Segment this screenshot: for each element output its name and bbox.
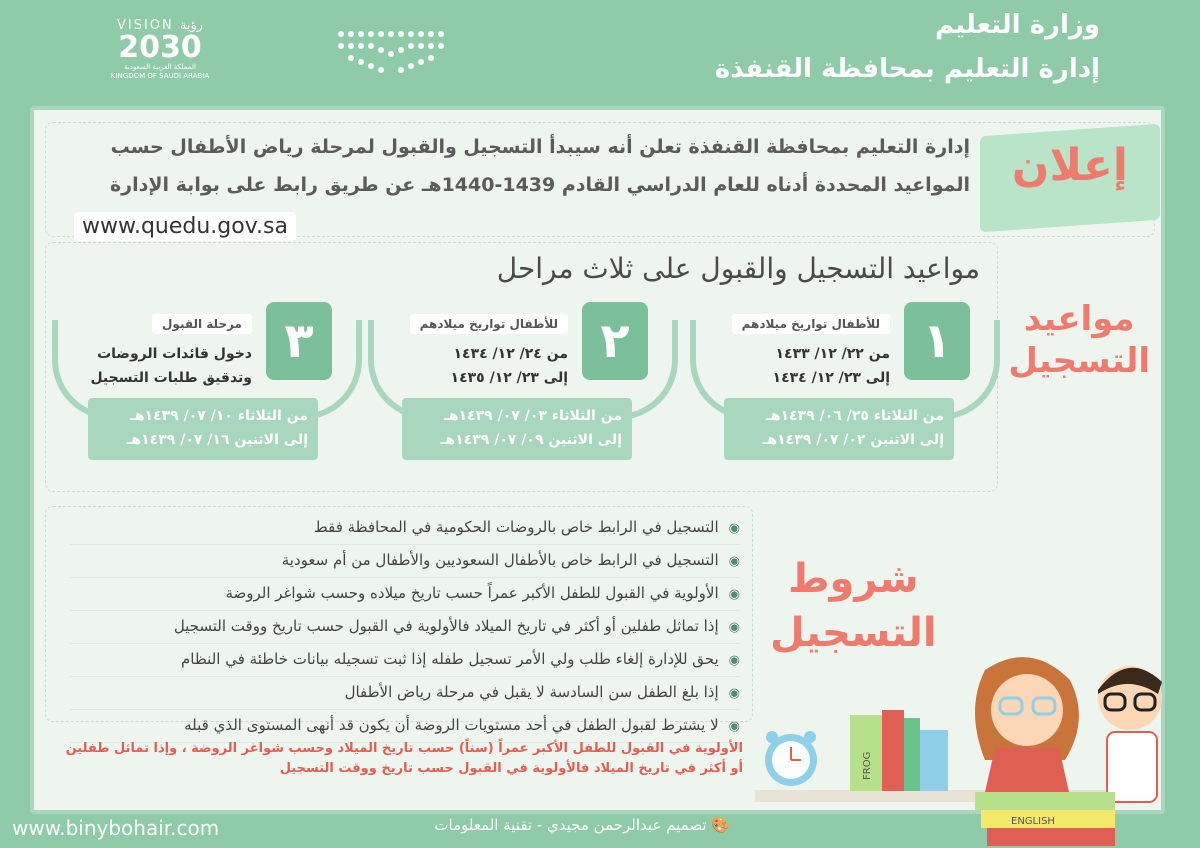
conditions-side-label-2: التسجيل: [770, 610, 937, 656]
ministry-title: وزارة التعليم: [935, 10, 1100, 40]
stage-line-2: إلى ٢٣/ ١٢/ ١٤٣٥: [450, 370, 568, 386]
condition-text: يحق للإدارة إلغاء طلب ولي الأمر تسجيل طفله إذا ثبت تسجيله بيانات خاطئة في النظام: [181, 650, 719, 668]
stage-dates: [402, 398, 632, 460]
condition-text: لا يشترط لقبول الطفل في أحد مستويات الروضة أن يكون قد أنهى المستوى الذي قبله: [184, 716, 719, 734]
bullet-icon: ◉: [728, 554, 740, 569]
vision-country-en: KINGDOM OF SAUDI ARABIA: [110, 72, 210, 80]
schedule-title: مواعيد التسجيل والقبول على ثلاث مراحل: [496, 252, 980, 285]
stage-3: [52, 300, 362, 460]
kids-books-illustration: [755, 640, 1165, 848]
stage-date-to: إلى الاثنين ١٦/ ٠٧/ ١٤٣٩هـ: [126, 432, 308, 448]
stage-line-2: وتدقيق طلبات التسجيل: [90, 370, 252, 386]
alarm-clock-icon: [765, 731, 817, 786]
palette-icon: 🎨: [711, 816, 730, 834]
list-item: [70, 611, 740, 644]
footer-url[interactable]: www.binybohair.com: [12, 816, 220, 840]
stage-date-to: إلى الاثنين ٠٩/ ٠٧/ ١٤٣٩هـ: [440, 432, 622, 448]
schedule-side-label-2: التسجيل: [1008, 341, 1150, 381]
stage-number: ٣: [266, 302, 332, 380]
announcement-text: إدارة التعليم بمحافظة القنفذة تعلن أنه سيبدأ التسجيل والقبول لمرحلة رياض الأطفال حسب المواعيد المحددة أدناه للعام الدراسي القادم 1439-1440هـ عن طريق رابط على بوابة الإدارة: [109, 136, 970, 196]
stage-1: [690, 300, 1000, 460]
stage-number: ١: [904, 302, 970, 380]
bullet-icon: ◉: [728, 620, 740, 635]
stage-date-to: إلى الاثنين ٠٢/ ٠٧/ ١٤٣٩هـ: [762, 432, 944, 448]
stage-date-from: من الثلاثاء ١٠/ ٠٧/ ١٤٣٩هـ: [130, 408, 308, 424]
stage-line-2: إلى ٢٣/ ١٢/ ١٤٣٤: [772, 370, 890, 386]
schedule-side-label-1: مواعيد: [1023, 299, 1135, 339]
stage-dates: [88, 398, 318, 460]
book-stack-1: [975, 792, 1115, 810]
stage-date-from: من الثلاثاء ٠٣/ ٠٧/ ١٤٣٩هـ: [444, 408, 622, 424]
vision-country-ar: المملكة العربية السعودية: [124, 63, 196, 71]
stage-number: ٢: [582, 302, 648, 380]
schedule-side-label: [1008, 298, 1150, 382]
stage-line-1: من ٢٢/ ١٢/ ١٤٣٣: [775, 346, 890, 362]
stage-line-1: دخول قائدات الروضات: [97, 346, 252, 362]
condition-text: التسجيل في الرابط خاص بالأطفال السعوديين والأطفال من أم سعودية: [281, 551, 719, 569]
stage-label: مرحلة القبول: [152, 314, 252, 334]
vision-year: 2030: [118, 30, 202, 65]
girl-icon: [975, 657, 1079, 792]
list-item: [70, 644, 740, 677]
stage-label: للأطفال تواريخ ميلادهم: [732, 314, 890, 334]
stage-2: [368, 300, 678, 460]
ministry-logo-icon: [335, 24, 455, 80]
bullet-icon: ◉: [728, 686, 740, 701]
stage-line-1: من ٢٤/ ١٢/ ١٤٣٤: [453, 346, 568, 362]
condition-text: التسجيل في الرابط خاص بالروضات الحكومية في المحافظة فقط: [313, 518, 719, 536]
book-label-frog: FROG: [862, 751, 873, 780]
directorate-title: إدارة التعليم بمحافظة القنفذة: [714, 54, 1100, 84]
book-darkgreen: [904, 718, 920, 791]
stage-date-from: من الثلاثاء ٢٥/ ٠٦/ ١٤٣٩هـ: [766, 408, 944, 424]
book-stack-3: [987, 828, 1115, 846]
vision-label: VISION رؤية: [116, 18, 204, 33]
portal-url[interactable]: www.quedu.gov.sa: [74, 212, 296, 241]
list-item: [70, 677, 740, 710]
bullet-icon: ◉: [728, 587, 740, 602]
condition-text: إذا تماثل طفلين أو أكثر في تاريخ الميلاد فالأولوية في القبول حسب تاريخ ووقت التسجيل: [173, 617, 719, 635]
stage-label: للأطفال تواريخ ميلادهم: [410, 314, 568, 334]
condition-text: إذا بلغ الطفل سن السادسة لا يقبل في مرحلة رياض الأطفال: [344, 683, 719, 701]
conditions-side-label-1: شروط: [788, 556, 919, 602]
conditions-list: [70, 512, 740, 743]
credit-text: تصميم عبدالرحمن مجيدي - تقنية المعلومات: [434, 816, 707, 834]
list-item: [70, 512, 740, 545]
bullet-icon: ◉: [728, 653, 740, 668]
book-blue: [920, 730, 948, 791]
announcement-badge: إعلان: [1011, 140, 1128, 191]
list-item: [70, 545, 740, 578]
priority-note: الأولوية في القبول للطفل الأكبر عمراً (سناً) حسب تاريخ الميلاد وحسب شواغر الروضة ، وإذا تماثل طفلين أو أكثر في تاريخ الميلاد فالأولوية في القبول حسب تاريخ ووقت التسجيل: [65, 741, 743, 776]
vision-2030-logo: [100, 18, 220, 88]
condition-text: الأولوية في القبول للطفل الأكبر عمراً حسب تاريخ ميلاده وحسب شواغر الروضة: [225, 584, 719, 602]
bullet-icon: ◉: [728, 719, 740, 734]
designer-credit: [434, 816, 730, 834]
stage-dates: [724, 398, 954, 460]
book-label-english: ENGLISH: [1011, 816, 1055, 827]
boy-icon: [1098, 666, 1162, 802]
list-item: [70, 578, 740, 611]
bullet-icon: ◉: [728, 521, 740, 536]
book-red: [882, 710, 904, 791]
